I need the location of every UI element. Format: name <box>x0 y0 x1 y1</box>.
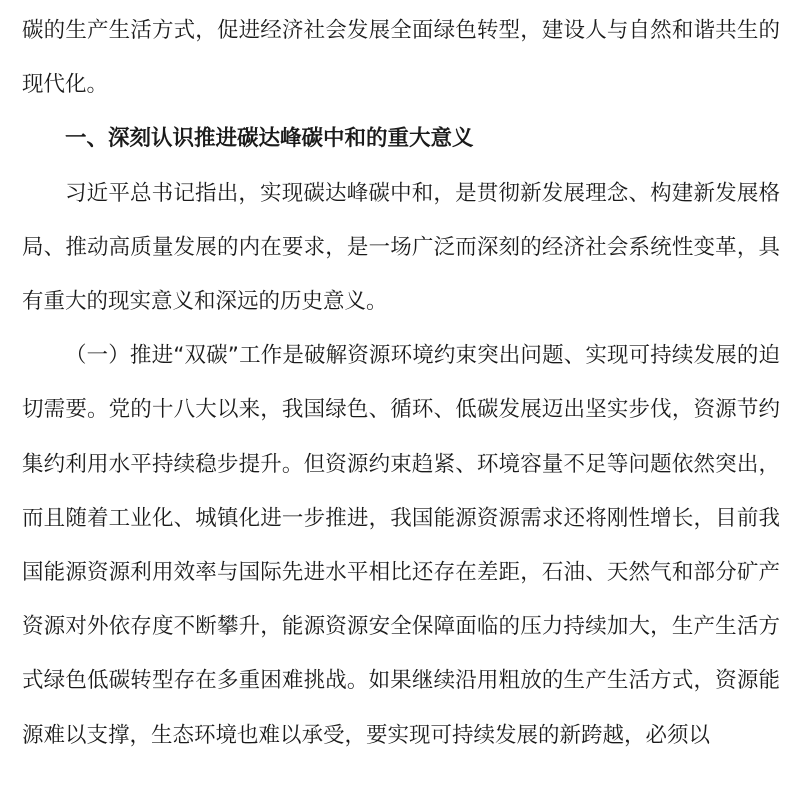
paragraph-point-one: （一）推进“双碳”工作是破解资源环境约束突出问题、实现可持续发展的迫切需要。党的十八大以来，我国绿色、循环、低碳发展迈出坚实步伐，资源节约集约利用水平持续稳步提升。但资源约束趋紧、环境容量不足等问题依然突出，而且随着工业化、城镇化进一步推进，我国能源资源需求还将刚性增长，目前我国能源资源利用效率与国际先进水平相比还存在差距，石油、天然气和部分矿产资源对外依存度不断攀升，能源资源安全保障面临的压力持续加大，生产生活方式绿色低碳转型存在多重困难挑战。如果继续沿用粗放的生产生活方式，资源能源难以支撑，生态环境也难以承受，要实现可持续发展的新跨越，必须以 <box>22 343 780 748</box>
paragraph-quote: 习近平总书记指出，实现碳达峰碳中和，是贯彻新发展理念、构建新发展格局、推动高质量发展的内在要求，是一场广泛而深刻的经济社会系统性变革，具有重大的现实意义和深远的历史意义。 <box>22 180 780 315</box>
section-heading: 一、深刻认识推进碳达峰碳中和的重大意义 <box>65 126 474 152</box>
document-page <box>22 4 780 763</box>
paragraph-intro-continuation: 碳的生产生活方式，促进经济社会发展全面绿色转型，建设人与自然和谐共生的现代化。 <box>22 18 780 98</box>
